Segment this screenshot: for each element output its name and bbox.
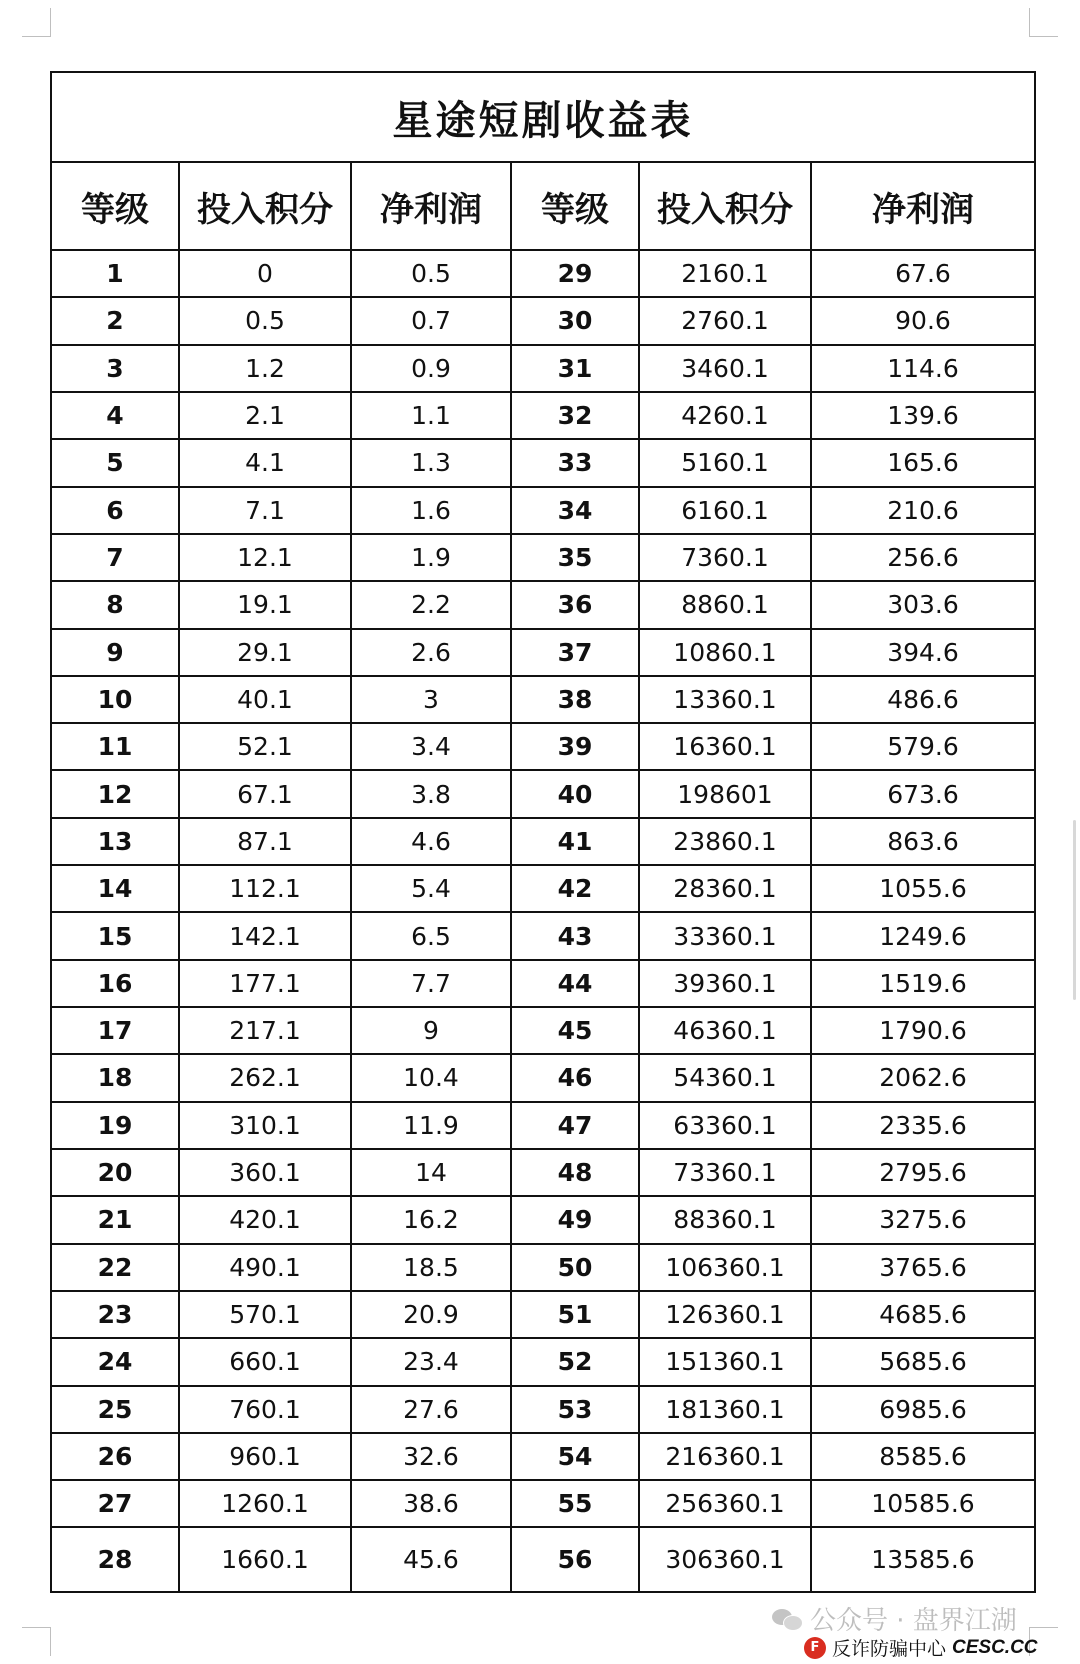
earnings-table [50, 71, 1036, 1593]
points-cell: 198601 [639, 770, 811, 817]
table-body [51, 250, 1035, 1592]
level-cell: 18 [51, 1054, 179, 1101]
table-row [51, 912, 1035, 959]
table-row [51, 1102, 1035, 1149]
level-cell: 35 [511, 534, 639, 581]
points-cell: 0 [179, 250, 351, 297]
level-cell: 53 [511, 1386, 639, 1433]
table-row [51, 1054, 1035, 1101]
points-cell: 360.1 [179, 1149, 351, 1196]
profit-cell: 8585.6 [811, 1433, 1035, 1480]
header-profit: 净利润 [811, 162, 1035, 250]
table-row [51, 676, 1035, 723]
profit-cell: 10585.6 [811, 1480, 1035, 1527]
points-cell: 23860.1 [639, 818, 811, 865]
profit-cell: 165.6 [811, 439, 1035, 486]
profit-cell: 1.1 [351, 392, 511, 439]
points-cell: 1260.1 [179, 1480, 351, 1527]
profit-cell: 32.6 [351, 1433, 511, 1480]
level-cell: 15 [51, 912, 179, 959]
profit-cell: 6985.6 [811, 1386, 1035, 1433]
level-cell: 8 [51, 581, 179, 628]
points-cell: 63360.1 [639, 1102, 811, 1149]
profit-cell: 27.6 [351, 1386, 511, 1433]
profit-cell: 863.6 [811, 818, 1035, 865]
profit-cell: 7.7 [351, 960, 511, 1007]
points-cell: 7360.1 [639, 534, 811, 581]
points-cell: 39360.1 [639, 960, 811, 1007]
level-cell: 32 [511, 392, 639, 439]
points-cell: 54360.1 [639, 1054, 811, 1101]
profit-cell: 90.6 [811, 297, 1035, 344]
profit-cell: 9 [351, 1007, 511, 1054]
level-cell: 37 [511, 629, 639, 676]
points-cell: 2160.1 [639, 250, 811, 297]
points-cell: 142.1 [179, 912, 351, 959]
points-cell: 52.1 [179, 723, 351, 770]
points-cell: 2.1 [179, 392, 351, 439]
points-cell: 5160.1 [639, 439, 811, 486]
points-cell: 29.1 [179, 629, 351, 676]
profit-cell: 20.9 [351, 1291, 511, 1338]
table-row [51, 1244, 1035, 1291]
profit-cell: 38.6 [351, 1480, 511, 1527]
table-row [51, 392, 1035, 439]
points-cell: 10860.1 [639, 629, 811, 676]
page-corner-mark [22, 8, 51, 37]
level-cell: 16 [51, 960, 179, 1007]
level-cell: 17 [51, 1007, 179, 1054]
profit-cell: 23.4 [351, 1338, 511, 1385]
points-cell: 570.1 [179, 1291, 351, 1338]
level-cell: 54 [511, 1433, 639, 1480]
table-row [51, 629, 1035, 676]
level-cell: 7 [51, 534, 179, 581]
level-cell: 2 [51, 297, 179, 344]
points-cell: 7.1 [179, 487, 351, 534]
profit-cell: 16.2 [351, 1196, 511, 1243]
level-cell: 44 [511, 960, 639, 1007]
level-cell: 20 [51, 1149, 179, 1196]
profit-cell: 18.5 [351, 1244, 511, 1291]
points-cell: 16360.1 [639, 723, 811, 770]
points-cell: 88360.1 [639, 1196, 811, 1243]
points-cell: 217.1 [179, 1007, 351, 1054]
profit-cell: 1249.6 [811, 912, 1035, 959]
profit-cell: 2795.6 [811, 1149, 1035, 1196]
profit-cell: 1790.6 [811, 1007, 1035, 1054]
profit-cell: 210.6 [811, 487, 1035, 534]
profit-cell: 139.6 [811, 392, 1035, 439]
points-cell: 310.1 [179, 1102, 351, 1149]
anti-fraud-logo-icon: F [804, 1637, 826, 1659]
points-cell: 3460.1 [639, 345, 811, 392]
level-cell: 48 [511, 1149, 639, 1196]
table-row [51, 1433, 1035, 1480]
table-row [51, 865, 1035, 912]
scrollbar[interactable] [1073, 820, 1076, 1000]
level-cell: 23 [51, 1291, 179, 1338]
profit-cell: 1.9 [351, 534, 511, 581]
points-cell: 151360.1 [639, 1338, 811, 1385]
wechat-watermark [772, 1600, 1017, 1637]
level-cell: 31 [511, 345, 639, 392]
table-row [51, 1291, 1035, 1338]
points-cell: 216360.1 [639, 1433, 811, 1480]
profit-cell: 1.6 [351, 487, 511, 534]
level-cell: 29 [511, 250, 639, 297]
points-cell: 87.1 [179, 818, 351, 865]
org-domain-text: CESC.CC [952, 1636, 1038, 1658]
level-cell: 41 [511, 818, 639, 865]
level-cell: 1 [51, 250, 179, 297]
profit-cell: 486.6 [811, 676, 1035, 723]
level-cell: 11 [51, 723, 179, 770]
profit-cell: 394.6 [811, 629, 1035, 676]
table-row [51, 1338, 1035, 1385]
level-cell: 56 [511, 1527, 639, 1592]
points-cell: 28360.1 [639, 865, 811, 912]
org-name-text: 反诈防骗中心 [832, 1638, 947, 1660]
profit-cell: 5685.6 [811, 1338, 1035, 1385]
table-title-row [51, 72, 1035, 162]
table-row [51, 487, 1035, 534]
points-cell: 181360.1 [639, 1386, 811, 1433]
points-cell: 46360.1 [639, 1007, 811, 1054]
level-cell: 27 [51, 1480, 179, 1527]
profit-cell: 5.4 [351, 865, 511, 912]
table-row [51, 1386, 1035, 1433]
level-cell: 5 [51, 439, 179, 486]
points-cell: 0.5 [179, 297, 351, 344]
profit-cell: 11.9 [351, 1102, 511, 1149]
points-cell: 112.1 [179, 865, 351, 912]
points-cell: 760.1 [179, 1386, 351, 1433]
points-cell: 1.2 [179, 345, 351, 392]
points-cell: 33360.1 [639, 912, 811, 959]
points-cell: 960.1 [179, 1433, 351, 1480]
level-cell: 19 [51, 1102, 179, 1149]
profit-cell: 3275.6 [811, 1196, 1035, 1243]
level-cell: 33 [511, 439, 639, 486]
points-cell: 19.1 [179, 581, 351, 628]
profit-cell: 13585.6 [811, 1527, 1035, 1592]
points-cell: 4260.1 [639, 392, 811, 439]
profit-cell: 2335.6 [811, 1102, 1035, 1149]
points-cell: 106360.1 [639, 1244, 811, 1291]
table-title: 星途短剧收益表 [51, 72, 1035, 162]
watermark [760, 1600, 1060, 1664]
profit-cell: 114.6 [811, 345, 1035, 392]
header-level: 等级 [511, 162, 639, 250]
profit-cell: 579.6 [811, 723, 1035, 770]
level-cell: 42 [511, 865, 639, 912]
table-row [51, 345, 1035, 392]
level-cell: 14 [51, 865, 179, 912]
points-cell: 660.1 [179, 1338, 351, 1385]
profit-cell: 1.3 [351, 439, 511, 486]
level-cell: 50 [511, 1244, 639, 1291]
points-cell: 126360.1 [639, 1291, 811, 1338]
profit-cell: 0.7 [351, 297, 511, 344]
points-cell: 8860.1 [639, 581, 811, 628]
points-cell: 6160.1 [639, 487, 811, 534]
points-cell: 306360.1 [639, 1527, 811, 1592]
points-cell: 67.1 [179, 770, 351, 817]
table-row [51, 1007, 1035, 1054]
profit-cell: 3.8 [351, 770, 511, 817]
level-cell: 22 [51, 1244, 179, 1291]
level-cell: 30 [511, 297, 639, 344]
level-cell: 46 [511, 1054, 639, 1101]
profit-cell: 1519.6 [811, 960, 1035, 1007]
header-points: 投入积分 [179, 162, 351, 250]
level-cell: 4 [51, 392, 179, 439]
profit-cell: 6.5 [351, 912, 511, 959]
level-cell: 26 [51, 1433, 179, 1480]
level-cell: 13 [51, 818, 179, 865]
points-cell: 256360.1 [639, 1480, 811, 1527]
level-cell: 43 [511, 912, 639, 959]
table-row [51, 534, 1035, 581]
profit-cell: 45.6 [351, 1527, 511, 1592]
profit-cell: 10.4 [351, 1054, 511, 1101]
level-cell: 12 [51, 770, 179, 817]
profit-cell: 1055.6 [811, 865, 1035, 912]
table-row [51, 439, 1035, 486]
profit-cell: 3 [351, 676, 511, 723]
profit-cell: 0.9 [351, 345, 511, 392]
profit-cell: 0.5 [351, 250, 511, 297]
level-cell: 47 [511, 1102, 639, 1149]
profit-cell: 303.6 [811, 581, 1035, 628]
header-points: 投入积分 [639, 162, 811, 250]
table-row [51, 297, 1035, 344]
page-corner-mark [22, 1627, 51, 1656]
level-cell: 51 [511, 1291, 639, 1338]
header-level: 等级 [51, 162, 179, 250]
profit-cell: 4685.6 [811, 1291, 1035, 1338]
table-row [51, 250, 1035, 297]
profit-cell: 673.6 [811, 770, 1035, 817]
level-cell: 38 [511, 676, 639, 723]
points-cell: 2760.1 [639, 297, 811, 344]
level-cell: 45 [511, 1007, 639, 1054]
table-row [51, 960, 1035, 1007]
page-corner-mark [1029, 8, 1058, 37]
points-cell: 73360.1 [639, 1149, 811, 1196]
table-row [51, 1149, 1035, 1196]
profit-cell: 2.2 [351, 581, 511, 628]
profit-cell: 3765.6 [811, 1244, 1035, 1291]
points-cell: 420.1 [179, 1196, 351, 1243]
wechat-account-text: 公众号 · 盘界江湖 [810, 1606, 1017, 1636]
level-cell: 24 [51, 1338, 179, 1385]
points-cell: 40.1 [179, 676, 351, 723]
profit-cell: 2062.6 [811, 1054, 1035, 1101]
level-cell: 34 [511, 487, 639, 534]
points-cell: 12.1 [179, 534, 351, 581]
points-cell: 1660.1 [179, 1527, 351, 1592]
level-cell: 3 [51, 345, 179, 392]
table-row [51, 1196, 1035, 1243]
level-cell: 6 [51, 487, 179, 534]
table-row [51, 770, 1035, 817]
table-row [51, 1480, 1035, 1527]
profit-cell: 256.6 [811, 534, 1035, 581]
level-cell: 49 [511, 1196, 639, 1243]
header-profit: 净利润 [351, 162, 511, 250]
points-cell: 262.1 [179, 1054, 351, 1101]
level-cell: 28 [51, 1527, 179, 1592]
level-cell: 39 [511, 723, 639, 770]
table-row [51, 818, 1035, 865]
level-cell: 21 [51, 1196, 179, 1243]
level-cell: 40 [511, 770, 639, 817]
profit-cell: 14 [351, 1149, 511, 1196]
profit-cell: 4.6 [351, 818, 511, 865]
level-cell: 9 [51, 629, 179, 676]
table-row [51, 581, 1035, 628]
level-cell: 36 [511, 581, 639, 628]
points-cell: 13360.1 [639, 676, 811, 723]
level-cell: 55 [511, 1480, 639, 1527]
org-watermark [804, 1634, 1038, 1661]
level-cell: 25 [51, 1386, 179, 1433]
points-cell: 177.1 [179, 960, 351, 1007]
table-row [51, 1527, 1035, 1592]
level-cell: 52 [511, 1338, 639, 1385]
points-cell: 4.1 [179, 439, 351, 486]
profit-cell: 67.6 [811, 250, 1035, 297]
profit-cell: 3.4 [351, 723, 511, 770]
table-header-row [51, 162, 1035, 250]
table-row [51, 723, 1035, 770]
points-cell: 490.1 [179, 1244, 351, 1291]
level-cell: 10 [51, 676, 179, 723]
wechat-icon [772, 1607, 802, 1631]
profit-cell: 2.6 [351, 629, 511, 676]
